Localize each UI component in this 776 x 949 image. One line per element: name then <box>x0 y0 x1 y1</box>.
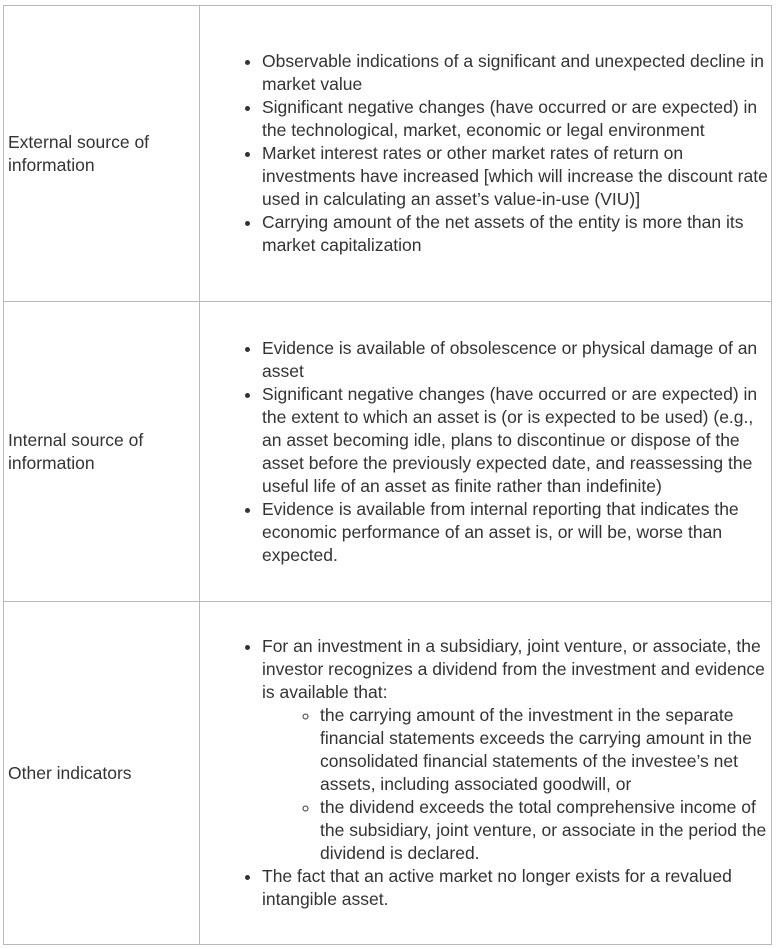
list-item <box>262 635 769 865</box>
table-row <box>4 6 772 302</box>
list-item: • Carrying amount of the net assets of the entity is more than its market capitalization <box>262 211 769 257</box>
list-item-text: For an investment in a subsidiary, joint venture, or associate, the investor recognizes a dividend from the investment and evidence is available that: <box>262 636 765 702</box>
list-item: • Observable indications of a significant and unexpected decline in market value <box>262 50 769 96</box>
sub-list-item: ◦ the carrying amount of the investment in the separate financial statements exceeds the carrying amount in the consolidated financial statements of the investee’s net assets, including associated goodwill, or <box>320 704 769 796</box>
list-item: • The fact that an active market no longer exists for a revalued intangible asset. <box>262 865 769 911</box>
bullet-list <box>200 337 769 567</box>
list-item: • Significant negative changes (have occurred or are expected) in the extent to which an asset is (or is expected to be used) (e.g., an asset becoming idle, plans to discontinue or dispose of the asset before the previously expected date, and reassessing the useful life of an asset as finite rather than indefinite) <box>262 383 769 498</box>
bullet-list <box>200 635 769 911</box>
table-row <box>4 302 772 602</box>
table-row <box>4 602 772 945</box>
row-content-internal <box>200 302 772 602</box>
sub-list-item: ◦ the dividend exceeds the total comprehensive income of the subsidiary, joint venture, or associate in the period the dividend is declared. <box>320 796 769 865</box>
row-content-external <box>200 6 772 302</box>
list-item: • Evidence is available of obsolescence or physical damage of an asset <box>262 337 769 383</box>
row-label-external: External source of information <box>4 6 200 302</box>
sub-bullet-list <box>262 704 769 865</box>
row-label-internal: Internal source of information <box>4 302 200 602</box>
impairment-indicators-table <box>3 5 772 945</box>
row-content-other <box>200 602 772 945</box>
bullet-list <box>200 50 769 257</box>
list-item: • Market interest rates or other market rates of return on investments have increased [which will increase the discount rate used in calculating an asset’s value-in-use (VIU)] <box>262 142 769 211</box>
list-item: • Evidence is available from internal reporting that indicates the economic performance of an asset is, or will be, worse than expected. <box>262 498 769 567</box>
list-item: • Significant negative changes (have occurred or are expected) in the technological, market, economic or legal environment <box>262 96 769 142</box>
row-label-other: Other indicators <box>4 602 200 945</box>
